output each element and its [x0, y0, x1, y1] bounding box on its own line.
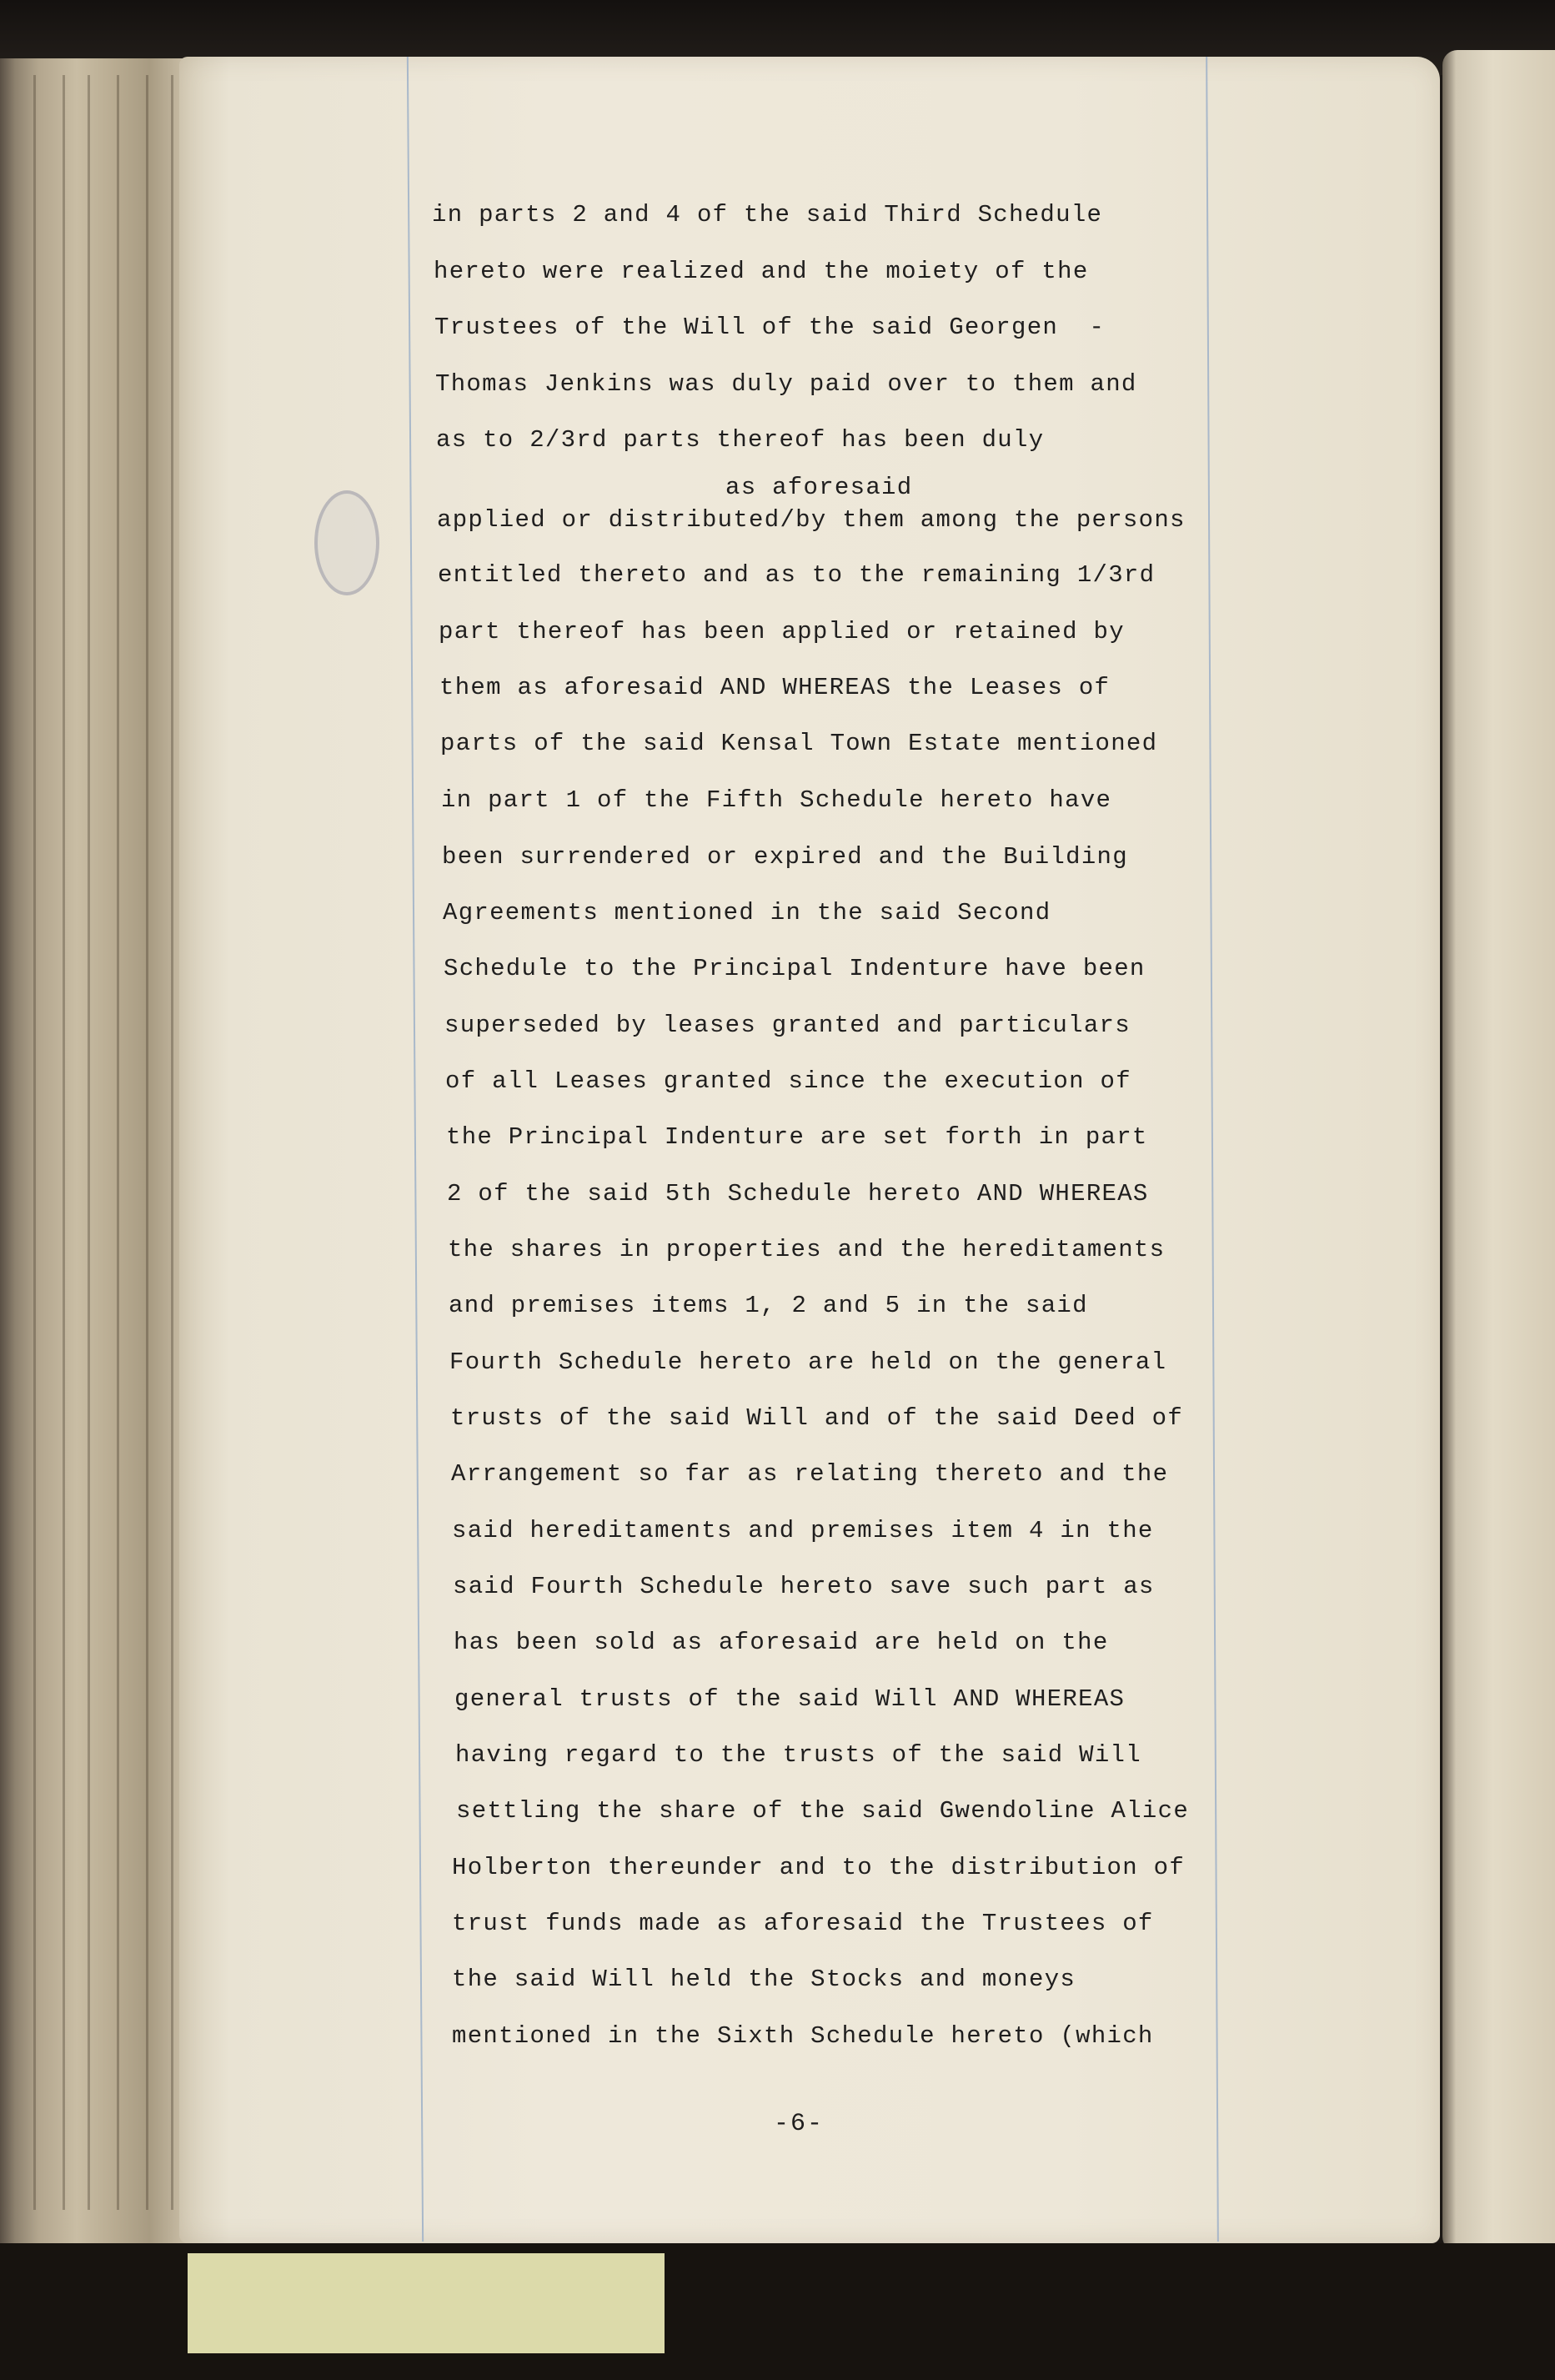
right-margin-rule [1206, 57, 1219, 2242]
text-line: Fourth Schedule hereto are held on the general [449, 1348, 1167, 1376]
text-line: 2 of the said 5th Schedule hereto AND WHEREAS [447, 1180, 1149, 1208]
text-line: having regard to the trusts of the said Will [455, 1741, 1141, 1769]
text-line: Agreements mentioned in the said Second [443, 899, 1051, 926]
text-line: applied or distributed/by them among the persons [437, 506, 1186, 534]
text-line: trusts of the said Will and of the said Deed of [450, 1404, 1184, 1432]
text-line: general trusts of the said Will AND WHEREAS [454, 1685, 1126, 1713]
text-line: Arrangement so far as relating thereto and the [451, 1460, 1169, 1488]
text-line: parts of the said Kensal Town Estate mentioned [440, 730, 1158, 757]
text-line: hereto were realized and the moiety of the [434, 258, 1089, 285]
text-line: said hereditaments and premises item 4 in the [452, 1517, 1154, 1544]
text-line: settling the share of the said Gwendoline Alice [456, 1797, 1190, 1825]
interlinear-insertion: as aforesaid [725, 474, 913, 501]
text-line: and premises items 1, 2 and 5 in the said [449, 1292, 1088, 1319]
text-line: in part 1 of the Fifth Schedule hereto have [441, 786, 1112, 814]
text-line: of all Leases granted since the execution of [445, 1067, 1131, 1095]
left-page-stack [0, 58, 192, 2243]
text-line: entitled thereto and as to the remaining 1/3rd [438, 561, 1156, 589]
text-line: mentioned in the Sixth Schedule hereto (which [452, 2022, 1154, 2050]
right-facing-page [1442, 50, 1555, 2252]
text-line: as to 2/3rd parts thereof has been duly [436, 426, 1045, 454]
text-line: them as aforesaid AND WHEREAS the Leases of [439, 674, 1111, 701]
text-line: has been sold as aforesaid are held on the [454, 1629, 1109, 1656]
text-line: trust funds made as aforesaid the Trustees of [452, 1910, 1154, 1937]
left-margin-rule [407, 57, 424, 2242]
faded-stamp [314, 490, 379, 595]
text-line: in parts 2 and 4 of the said Third Schedule [432, 201, 1103, 228]
text-line: been surrendered or expired and the Building [442, 843, 1128, 871]
page-number: -6- [774, 2110, 825, 2138]
paper-tab [188, 2253, 665, 2353]
text-line: Holberton thereunder and to the distribution of [452, 1854, 1186, 1881]
text-line: superseded by leases granted and particulars [444, 1012, 1131, 1039]
text-line: Schedule to the Principal Indenture have been [444, 955, 1146, 982]
text-line: Thomas Jenkins was duly paid over to them and [435, 370, 1137, 398]
text-line: the shares in properties and the hereditaments [448, 1236, 1166, 1263]
text-line: the Principal Indenture are set forth in part [446, 1123, 1148, 1151]
text-line: Trustees of the Will of the said Georgen - [434, 314, 1106, 341]
text-line: part thereof has been applied or retained by [439, 618, 1125, 645]
text-line: the said Will held the Stocks and moneys [452, 1966, 1076, 1993]
text-line: said Fourth Schedule hereto save such part as [453, 1573, 1155, 1600]
